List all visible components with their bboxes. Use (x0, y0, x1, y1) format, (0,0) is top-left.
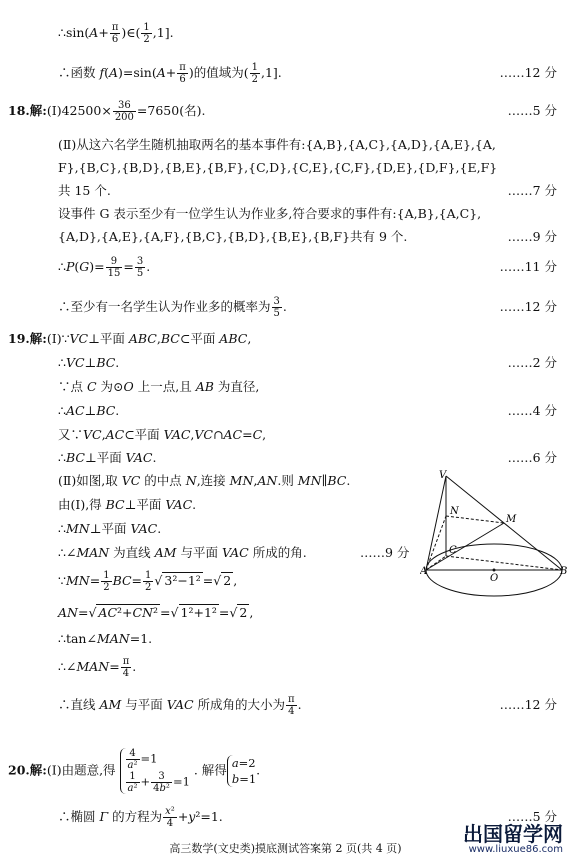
line-7: 设事件 G 表示至少有一位学生认为作业多,符合要求的事件有:{A,B},{A,C}, (58, 206, 482, 221)
line-6: 共 15 个. ……7 分 (0, 180, 571, 202)
score-line-2: ……12 分 (499, 65, 557, 80)
score-line-20: ……9 分 (360, 545, 410, 560)
score-line-25: ……12 分 (499, 697, 557, 712)
label-N: N (450, 506, 459, 517)
line-4: (Ⅱ)从这六名学生随机抽取两名的基本事件有:{A,B},{A,C},{A,D},{A,E},{A, (58, 137, 496, 152)
score-line-12: ……2 分 (507, 355, 557, 370)
line-16: ∴BC⊥平面 VAC. ……6 分 (0, 447, 571, 469)
label-V: V (439, 470, 447, 481)
line-23: ∴tan∠MAN=1. (58, 631, 153, 646)
line-2: ∴函数 f(A)=sin(A+ $\frac{\pi}{6}$ )的值域为( $\frac{1}{2}$ ,1]. ……12 分 (58, 62, 557, 85)
line-3: 18.解:(Ⅰ)42500× $\frac{36}{200}$ =7650(名). ……5 分 (8, 100, 557, 123)
line-AM (426, 523, 504, 570)
line-19: ∴MN⊥平面 VAC. (58, 521, 162, 536)
line-9: ∴P(G)= $\frac{9}{15}$ = $\frac{3}{5}$ . ……11 分 (58, 256, 557, 279)
line-18: 由(Ⅰ),得 BC⊥平面 VAC. (58, 497, 197, 512)
line-CB (446, 556, 562, 570)
score-line-27: ……5 分 (507, 809, 557, 824)
score-line-16: ……6 分 (507, 450, 557, 465)
page-footer: 高三数学(文史类)摸底测试答案第 2 页(共 4 页) (169, 842, 402, 855)
line-10: ∴至少有一名学生认为作业多的概率为 $\frac{3}{5}$ . ……12 分 (58, 296, 557, 319)
line-1: ∴sin(A+ $\frac{\pi}{6}$ )∈( $\frac{1}{2}$ ,1]. (58, 22, 174, 45)
score-line-9: ……11 分 (499, 259, 557, 274)
score-line-6: ……7 分 (507, 183, 557, 198)
line-21: ∵MN= $\frac{1}{2}$ BC= $\frac{1}{2}$ √ 3²−1² =√ 2 , (58, 570, 238, 593)
line-5: F},{B,C},{B,D},{B,E},{B,F},{C,D},{C,E},{C,F},{D,E},{D,F},{E,F} (58, 160, 498, 175)
score-line-3: ……5 分 (507, 103, 557, 118)
score-line-14: ……4 分 (507, 403, 557, 418)
line-14: ∴AC⊥BC. ……4 分 (0, 400, 571, 422)
score-line-8: ……9 分 (507, 229, 557, 244)
line-26: 20.解:(Ⅰ)由题意,得 $\frac{4}{\text{a²}}$ =1 $\frac{1}{\text{a²}}$ + $\frac{3}{\text{4b²}}$ =1 . 解得 a=2 b=1. (8, 748, 261, 794)
label-B: B (560, 566, 568, 577)
score-line-10: ……12 分 (499, 299, 557, 314)
line-8: {A,D},{A,E},{A,F},{B,C},{B,D},{B,E},{B,F}共有 9 个. ……9 分 (0, 226, 571, 248)
line-NM (446, 516, 504, 523)
label-M: M (506, 514, 517, 525)
line-17: (Ⅱ)如图,取 VC 的中点 N,连接 MN,AN.则 MN∥BC. (58, 473, 351, 488)
line-25: ∴直线 AM 与平面 VAC 所成角的大小为 $\frac{\pi}{4}$ . ……12 分 (58, 694, 557, 717)
line-24: ∴∠MAN= $\frac{\pi}{4}$ . (58, 656, 137, 679)
line-27: ∴椭圆 Γ 的方程为 $\frac{\text{x²}}{4}$ +y²=1. ……5 分 (58, 806, 557, 829)
line-11: 19.解:(Ⅰ)∵VC⊥平面 ABC,BC⊂平面 ABC, (8, 331, 252, 346)
label-O: O (490, 573, 499, 584)
center-O (493, 569, 496, 572)
line-20: ∴∠MAN 为直线 AM 与平面 VAC 所成的角. ……9 分 (0, 542, 571, 564)
line-22: AN=√ AC²+CN² =√ 1²+1² =√ 2 , (58, 605, 254, 620)
label-A: A (420, 566, 428, 577)
geometry-figure (420, 466, 568, 608)
line-12: ∴VC⊥BC. ……2 分 (0, 352, 571, 374)
line-15: 又∵VC,AC⊂平面 VAC,VC∩AC=C, (58, 427, 267, 442)
watermark-logo (437, 824, 563, 856)
watermark-title: 出国留学网 (463, 822, 563, 846)
label-C: C (449, 545, 457, 556)
watermark-url: www.liuxue86.com (468, 844, 563, 855)
line-13: ∵点 C 为⊙O 上一点,且 AB 为直径, (58, 379, 260, 394)
